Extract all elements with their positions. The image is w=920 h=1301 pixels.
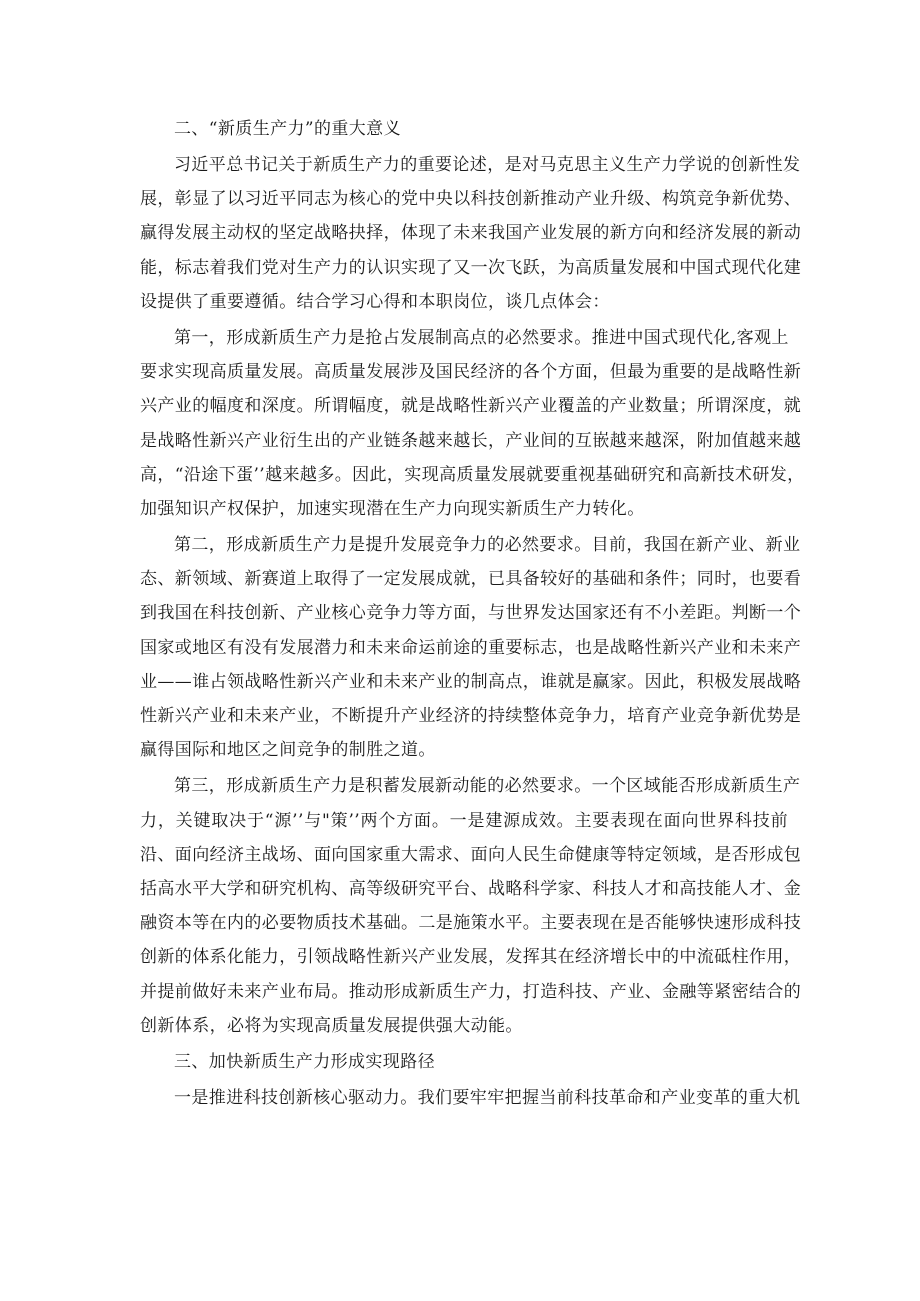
paragraph-line: 并提前做好未来产业布局。推动形成新质生产力，打造科技、产业、金融等紧密结合的	[140, 981, 802, 1002]
paragraph-line: 国家或地区有没有发展潜力和未来命运前途的重要标志，也是战略性新兴产业和未来产	[140, 637, 802, 658]
paragraph-line: 创新的体系化能力，引领战略性新兴产业发展，发挥其在经济增长中的中流砥柱作用，	[140, 947, 802, 968]
paragraph-line: 业——谁占领战略性新兴产业和未来产业的制高点，谁就是赢家。因此，积极发展战略	[140, 671, 802, 692]
paragraph-line: 能，标志着我们党对生产力的认识实现了又一次飞跃，为高质量发展和中国式现代化建	[140, 257, 802, 278]
paragraph-line: 态、新领域、新赛道上取得了一定发展成就，已具备较好的基础和条件；同时，也要看	[140, 569, 802, 590]
paragraph-line: 兴产业的幅度和深度。所谓幅度，就是战略性新兴产业覆盖的产业数量；所谓深度，就	[140, 396, 802, 417]
section-heading-three: 三、加快新质生产力形成实现路径	[174, 1051, 435, 1072]
paragraph-line: 是战略性新兴产业衍生出的产业链条越来越长，产业间的互嵌越来越深，附加值越来越	[140, 430, 802, 451]
paragraph-line: 第三，形成新质生产力是积蓄发展新动能的必然要求。一个区域能否形成新质生产	[174, 776, 801, 797]
paragraph-line: 高，“沿途下蛋’’越来越多。因此，实现高质量发展就要重视基础研究和高新技术研发，	[140, 464, 805, 485]
document-body	[140, 112, 805, 1117]
point-three-paragraph	[140, 769, 802, 1043]
paragraph-line: 力，关键取决于“源’’与"策’’两个方面。一是建源成效。主要表现在面向世界科技前	[140, 810, 788, 831]
paragraph-line: 括高水平大学和研究机构、高等级研究平台、战略科学家、科技人才和高技能人才、金	[140, 878, 802, 899]
point-two-paragraph	[140, 528, 802, 767]
paragraph-line: 到我国在科技创新、产业核心竞争力等方面，与世界发达国家还有不小差距。判断一个	[140, 603, 802, 624]
paragraph-line: 习近平总书记关于新质生产力的重要论述，是对马克思主义生产力学说的创新性发	[174, 155, 801, 175]
point-one-paragraph	[140, 321, 805, 526]
paragraph-line: 要求实现高质量发展。高质量发展涉及国民经济的各个方面，但最为重要的是战略性新	[140, 362, 802, 383]
paragraph-line: 性新兴产业和未来产业，不断提升产业经济的持续整体竞争力，培育产业竞争新优势是	[140, 706, 802, 726]
paragraph-line: 赢得国际和地区之间竞争的制胜之道。	[140, 740, 436, 761]
section-heading-two: 二、“新质生产力”的重大意义	[174, 119, 401, 139]
paragraph-line: 加强知识产权保护，加速实现潜在生产力向现实新质生产力转化。	[140, 498, 645, 519]
paragraph-line: 展，彰显了以习近平同志为核心的党中央以科技创新推动产业升级、构筑竞争新优势、	[140, 189, 802, 210]
paragraph-line: 创新体系，必将为实现高质量发展提供强大动能。	[140, 1015, 523, 1036]
path-one-paragraph	[140, 1081, 801, 1115]
paragraph-line: 一是推进科技创新核心驱动力。我们要牢牢把握当前科技革命和产业变革的重大机	[174, 1087, 801, 1108]
paragraph-line: 沿、面向经济主战场、面向国家重大需求、面向人民生命健康等特定领域，是否形成包	[140, 844, 802, 865]
paragraph-line: 设提供了重要遵循。结合学习心得和本职岗位，谈几点体会：	[140, 291, 610, 312]
paragraph-line: 赢得发展主动权的坚定战略抉择，体现了未来我国产业发展的新方向和经济发展的新动	[140, 223, 802, 244]
paragraph-line: 第二，形成新质生产力是提升发展竞争力的必然要求。目前，我国在新产业、新业	[174, 535, 801, 556]
paragraph-line: 融资本等在内的必要物质技术基础。二是施策水平。主要表现在是否能够快速形成科技	[140, 913, 802, 934]
intro-paragraph	[140, 148, 802, 319]
paragraph-line: 第一，形成新质生产力是抢占发展制高点的必然要求。推进中国式现代化,客观上	[174, 327, 789, 348]
